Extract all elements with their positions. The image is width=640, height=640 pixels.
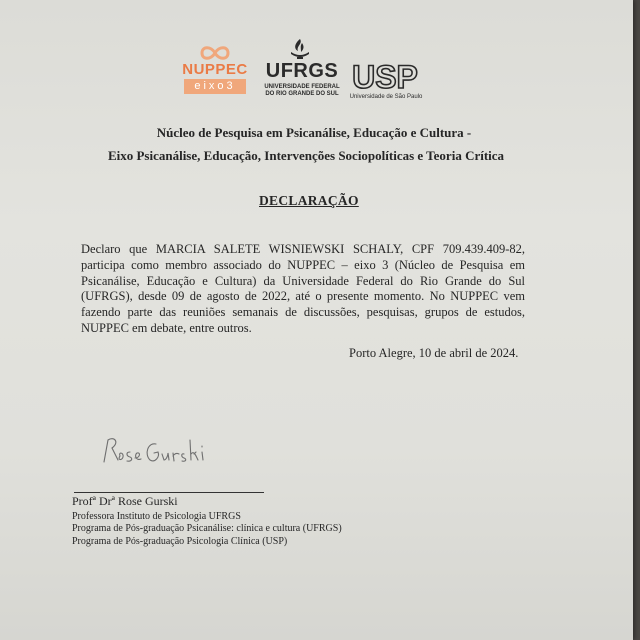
flame-icon: [288, 38, 312, 62]
place-date: Porto Alegre, 10 de abril de 2024.: [349, 346, 519, 360]
nuppec-name: NUPPEC: [182, 61, 248, 78]
signature-line: [74, 492, 264, 493]
signatory-detail-line: Professora Instituto de Psicologia UFRGS: [72, 511, 241, 522]
signatory-detail-line: Programa de Pós-graduação Psicanálise: clínica e cultura (UFRGS): [72, 523, 342, 535]
usp-logo: [349, 60, 423, 104]
header-line-1: Núcleo de Pesquisa em Psicanálise, Educação e Cultura -: [156, 125, 472, 140]
nuppec-logo: [180, 44, 250, 100]
handwritten-signature: [98, 432, 208, 472]
declaration-body: Declaro que MARCIA SALETE WISNIEWSKI SCHALY, CPF 709.439.409-82, participa como membro associado do NUPPEC – eixo 3 (Núcleo de Pesquisa em Psicanálise, Educação e Cultura) da Universidade Federal do Rio Grande do Sul (UFRGS), desde 09 de agosto de 2022, até o presente momento. No NUPPEC vem fazendo parte das reuniões semanais de discussões, pesquisas, grupos de estudos, NUPPEC em debate, entre outros.: [81, 242, 525, 335]
ufrgs-name: UFRGS: [265, 60, 339, 82]
ufrgs-subtitle-line: UNIVERSIDADE FEDERAL: [264, 84, 340, 90]
usp-mark: [349, 60, 421, 92]
usp-subtitle: Universidade de São Paulo: [349, 94, 423, 100]
usp-name: USP: [352, 60, 418, 92]
nuppec-sub: eixo3: [184, 79, 246, 94]
header-line-2: Eixo Psicanálise, Educação, Intervenções Sociopolíticas e Teoria Crítica: [107, 148, 505, 163]
signatory-detail-line: Programa de Pós-graduação Psicologia Clínica (USP): [72, 535, 288, 547]
ufrgs-logo: [258, 38, 346, 102]
signatory-name: Profª Drª Rose Gurski: [72, 494, 178, 508]
ufrgs-subtitle-line: DO RIO GRANDE DO SUL: [265, 91, 339, 97]
infinity-icon: [197, 44, 233, 62]
document-title: DECLARAÇÃO: [259, 193, 359, 208]
ufrgs-subtitle: [258, 84, 346, 98]
signatory-details: [72, 511, 342, 548]
